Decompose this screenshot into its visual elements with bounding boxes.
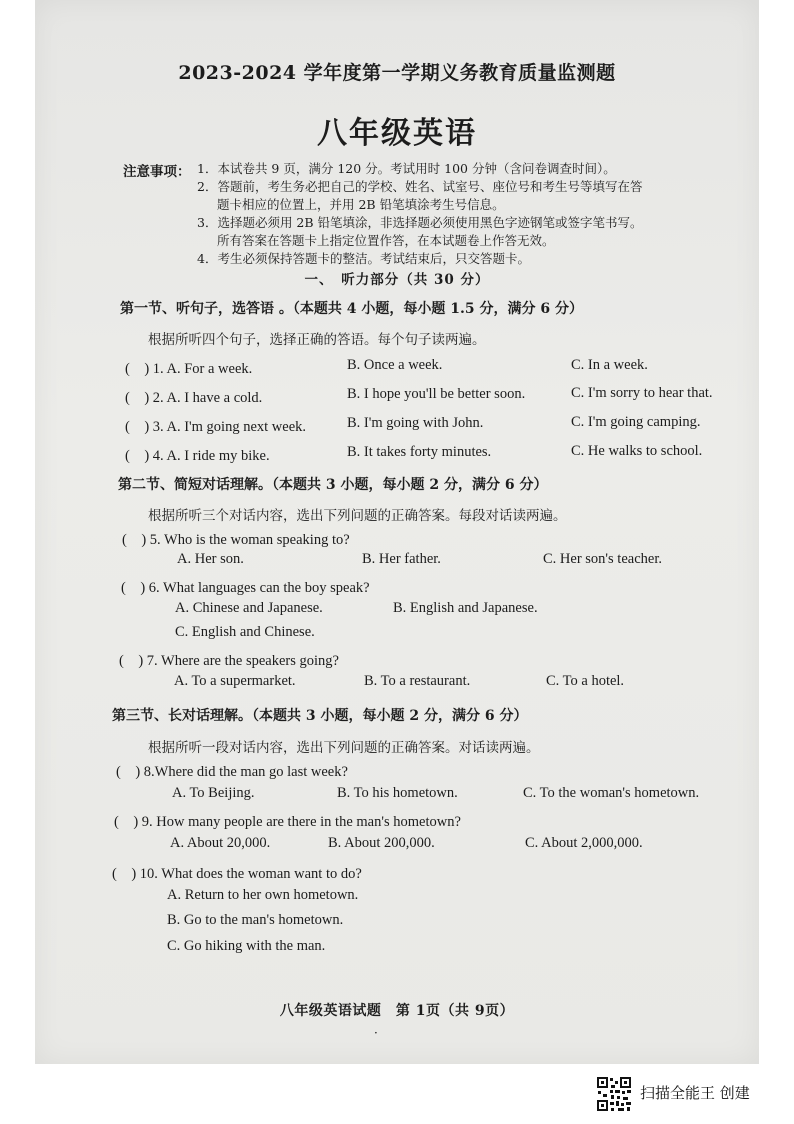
question-1-option-c: C. In a week.	[571, 357, 648, 373]
question-5-stem: ( ) 5. Who is the woman speaking to?	[122, 532, 350, 548]
question-2-option-b: B. I hope you'll be better soon.	[347, 386, 526, 402]
notice-line-3: 题卡相应的位置上，并用 2B 铅笔填涂考生号信息。	[217, 197, 505, 212]
section3-instruction: 根据所听一段对话内容，选出下列问题的正确答案。对话读两遍。	[148, 740, 540, 756]
question-9-option-c: C. About 2,000,000.	[525, 835, 643, 851]
section2-heading: 第二节、简短对话理解。（本题共 3 小题，每小题 2 分，满分 6 分）	[118, 477, 548, 493]
question-9-option-b: B. About 200,000.	[328, 835, 435, 851]
question-8-option-a: A. To Beijing.	[172, 785, 255, 801]
question-5-option-a: A. Her son.	[177, 551, 244, 567]
question-1-option-b: B. Once a week.	[347, 357, 443, 373]
question-5-option-b: B. Her father.	[362, 551, 441, 567]
question-2-option-c: C. I'm sorry to hear that.	[571, 385, 713, 401]
question-7-option-a: A. To a supermarket.	[174, 673, 296, 689]
question-8-option-c: C. To the woman's hometown.	[523, 785, 700, 801]
notice-line-6: 4．考生必须保持答题卡的整洁。考试结束后，只交答题卡。	[197, 251, 530, 266]
question-4-option-b: B. It takes forty minutes.	[347, 444, 492, 460]
section1-instruction: 根据所听四个句子，选择正确的答语。每个句子读两遍。	[148, 332, 486, 348]
question-8-option-b: B. To his hometown.	[337, 785, 458, 801]
question-4-option-c: C. He walks to school.	[571, 443, 703, 459]
question-3-stem: ( ) 3. A. I'm going next week.	[125, 419, 307, 435]
question-6-option-a: A. Chinese and Japanese.	[175, 600, 323, 616]
question-7-stem: ( ) 7. Where are the speakers going?	[119, 653, 339, 669]
notice-line-2: 2．答题前，考生务必把自己的学校、姓名、试室号、座位号和考生号等填写在答	[197, 179, 643, 194]
question-10-option-a: A. Return to her own hometown.	[167, 887, 359, 903]
notice-label: 注意事项：	[123, 164, 191, 180]
notice-line-5: 所有答案在答题卡上指定位置作答，在本试题卷上作答无效。	[217, 233, 555, 248]
notice-line-4: 3．选择题必须用 2B 铅笔填涂，非选择题必须使用黑色字迹钢笔或签字笔书写。	[197, 215, 643, 230]
question-3-option-c: C. I'm going camping.	[571, 414, 701, 430]
footer-dot: ·	[374, 1026, 378, 1040]
question-3-option-b: B. I'm going with John.	[347, 415, 484, 431]
question-6-stem: ( ) 6. What languages can the boy speak?	[121, 580, 370, 596]
question-7-option-c: C. To a hotel.	[546, 673, 625, 689]
question-4-stem: ( ) 4. A. I ride my bike.	[125, 448, 270, 464]
question-6-option-c: C. English and Chinese.	[175, 624, 315, 640]
question-10-option-b: B. Go to the man's hometown.	[167, 912, 344, 928]
question-9-stem: ( ) 9. How many people are there in the man's hometown?	[114, 814, 461, 830]
qr-code-icon	[596, 1076, 632, 1112]
section3-heading: 第三节、长对话理解。（本题共 3 小题，每小题 2 分，满分 6 分）	[112, 708, 528, 724]
watermark-text: 扫描全能王 创建	[640, 1084, 750, 1102]
question-10-stem: ( ) 10. What does the woman want to do?	[112, 866, 362, 882]
question-1-stem: ( ) 1. A. For a week.	[125, 361, 253, 377]
question-8-stem: ( ) 8.Where did the man go last week?	[116, 764, 348, 780]
question-6-option-b: B. English and Japanese.	[393, 600, 538, 616]
exam-subject: 八年级英语	[317, 116, 477, 151]
notice-line-1: 1．本试卷共 9 页，满分 120 分。考试用时 100 分钟（含问卷调查时间）。	[197, 161, 616, 176]
exam-title: 2023-2024 学年度第一学期义务教育质量监测题	[178, 62, 616, 84]
section2-instruction: 根据所听三个对话内容，选出下列问题的正确答案。每段对话读两遍。	[148, 508, 567, 524]
part-title: 一、 听力部分（共 30 分）	[304, 272, 490, 288]
question-10-option-c: C. Go hiking with the man.	[167, 938, 326, 954]
question-9-option-a: A. About 20,000.	[170, 835, 271, 851]
question-7-option-b: B. To a restaurant.	[364, 673, 471, 689]
question-2-stem: ( ) 2. A. I have a cold.	[125, 390, 263, 406]
page-footer: 八年级英语试题 第 1页（共 9页）	[279, 1003, 515, 1019]
question-5-option-c: C. Her son's teacher.	[543, 551, 662, 567]
section1-heading: 第一节、听句子，选答语 。（本题共 4 小题，每小题 1.5 分，满分 6 分）	[120, 301, 583, 317]
